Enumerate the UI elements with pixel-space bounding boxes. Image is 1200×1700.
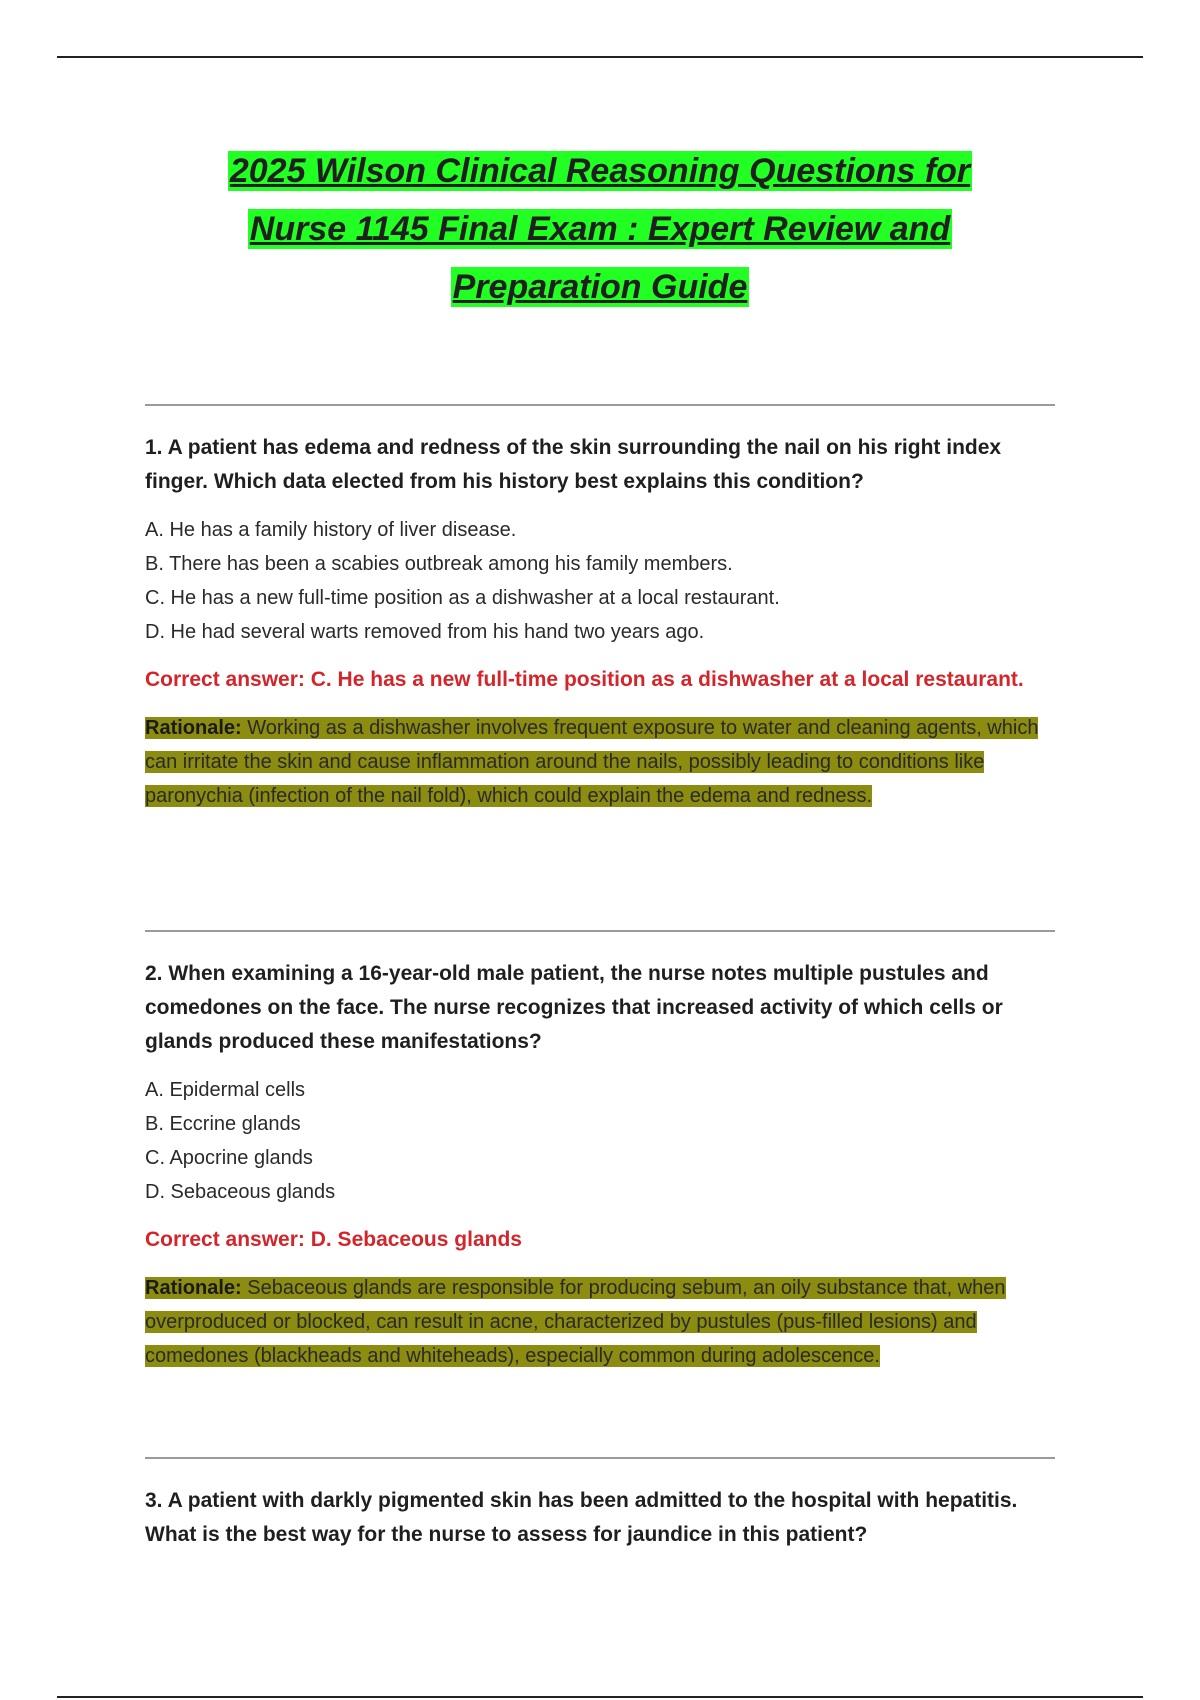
rationale-text: Working as a dishwasher involves frequent exposure to water and cleaning agents, which can irritate the skin and cause inflammation around the nails, possibly leading to conditions like paronychia (infection of the nail fold), which could explain the edema and redness. (145, 717, 1039, 807)
option-c: C. He has a new full-time position as a dishwasher at a local restaurant. (145, 587, 780, 609)
options-list (145, 513, 1055, 649)
options-list (145, 1073, 1055, 1209)
option-c: C. Apocrine glands (145, 1147, 313, 1169)
title-line-2: Nurse 1145 Final Exam : Expert Review and (249, 210, 951, 248)
correct-answer: Correct answer: C. He has a new full-time position as a dishwasher at a local restaurant. (145, 668, 1024, 691)
bottom-rule (57, 1696, 1143, 1698)
section-divider (145, 930, 1055, 932)
rationale-label: Rationale: (145, 717, 242, 739)
option-b: B. Eccrine glands (145, 1113, 301, 1135)
section-divider (145, 1457, 1055, 1459)
rationale-text: Sebaceous glands are responsible for producing sebum, an oily substance that, when overproduced or blocked, can result in acne, characterized by pustules (pus-filled lesions) and comedones (blackheads and whiteheads), especially common during adolescence. (145, 1277, 1006, 1367)
correct-answer: Correct answer: D. Sebaceous glands (145, 1228, 522, 1251)
section-divider (145, 404, 1055, 406)
option-b: B. There has been a scabies outbreak among his family members. (145, 553, 733, 575)
question-block-2 (145, 930, 1055, 1373)
rationale (145, 711, 1055, 813)
top-rule (57, 56, 1143, 58)
title-line-3: Preparation Guide (452, 268, 748, 306)
question-text: 1. A patient has edema and redness of the skin surrounding the nail on his right index finger. Which data elected from his history best explains this condition? (145, 436, 1002, 493)
rationale-label: Rationale: (145, 1277, 242, 1299)
question-text: 2. When examining a 16-year-old male patient, the nurse notes multiple pustules and comedones on the face. The nurse recognizes that increased activity of which cells or glands produced these manifestations? (145, 962, 1003, 1053)
option-d: D. He had several warts removed from his hand two years ago. (145, 621, 705, 643)
title-line-1: 2025 Wilson Clinical Reasoning Questions for (229, 152, 971, 190)
question-block-3 (145, 1457, 1055, 1552)
option-d: D. Sebaceous glands (145, 1181, 336, 1203)
option-a: A. Epidermal cells (145, 1079, 306, 1101)
document-title (120, 142, 1080, 316)
question-text: 3. A patient with darkly pigmented skin has been admitted to the hospital with hepatitis. What is the best way for the nurse to assess for jaundice in this patient? (145, 1489, 1018, 1546)
rationale (145, 1271, 1055, 1373)
question-block-1 (145, 404, 1055, 813)
option-a: A. He has a family history of liver disease. (145, 519, 517, 541)
